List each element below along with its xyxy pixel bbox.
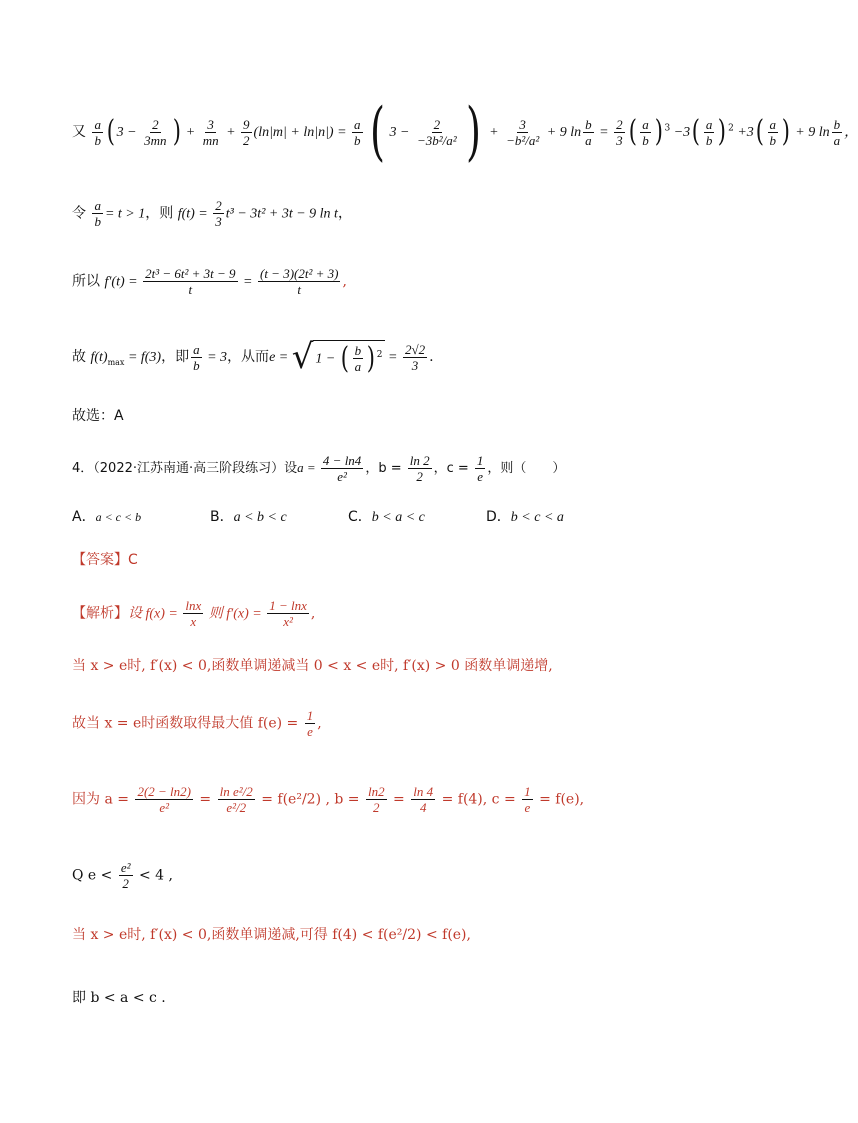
choose-a-line: 故选：A [72,408,124,424]
expression-line-3: 所以 f′(t) = $\frac{\text{2t³ − 6t² + 3t − 9}}{t}$ = $\frac{\text{(t − 3)(2t² + 3)}}{t}$ , [72,266,347,297]
option-d[interactable]: D．b < c < a [486,509,564,525]
analysis-line-4: 因为 a = $\frac{2(2 - \ln 2)}{\text{e²}}$ = $\frac{\text{ln e²/2}}{\text{e²/2}}$ = f(e²/2) , b = $\frac{\ln 2}{2}$ = $\frac{\ln 4}{4}$ = f(4), c = $\frac{1}{e}$ = f(e), [72,784,585,815]
answer-line [72,550,138,570]
option-a[interactable]: A．a < c < b [72,509,142,525]
option-b[interactable]: B．a < b < c [210,509,287,525]
answer-value: C [128,552,138,568]
prefix-you: 又 [72,124,86,140]
question-4: 4．（2022·江苏南通·高三阶段练习）设a = $\frac{4 - \ln 4}{\text{e²}}$ ，b = $\frac{\ln 2}{2}$ ，c = $\frac{1}{e}$ ，则（ ） [72,453,566,484]
option-c[interactable]: C．b < a < c [348,509,425,525]
expression-line-1: 又 $\frac{a}{b}$ ( 3 − $\frac{2}{3mn}$ ) + $\frac{3}{mn}$ + $\frac{9}{2}$ (ln|m| + ln|n|) = $\frac{a}{b}$ ( 3 − $\frac{2}{\text{−3b²/a²}}$ ) + $\frac{3}{\text{−b²/a²}}$ + 9 ln $\frac{b}{a}$ = $\frac{2}{3}$ ( $\frac{a}{b}$ ) $^3$ −3( $\frac{a}{b}$ ) $^2$ +3( $\frac{a}{b}$ ) + 9 ln $\frac{b}{a}$ ， [72,95,858,169]
expression-line-4: 故 $f(t)_{max} = f(3)$，即 $\frac{a}{b}$ = 3，从而e = √ 1 − ( $\frac{b}{a}$ ) $^2$ = $\frac{2√2}{3}$ . [72,337,434,377]
analysis-line-6: 当 x > e时, f′(x) < 0,函数单调递减,可得 f(4) < f(e²/2) < f(e), [72,927,471,943]
answer-label: 【答案】 [72,552,128,568]
analysis-line-1: 【解析】设 f(x) = $\frac{\ln x}{x}$ 则 f′(x) = $\frac{1 - \ln x}{\text{x²}}$ , [72,598,316,629]
analysis-line-2: 当 x > e时, f′(x) < 0,函数单调递减当 0 < x < e时, f′(x) > 0 函数单调递增, [72,658,553,674]
analysis-line-7: 即 b < a < c . [72,990,166,1006]
analysis-line-3: 故当 x = e时函数取得最大值 f(e) = $\frac{1}{e}$ , [72,708,322,739]
expression-line-2: 令 $\frac{a}{b}$ = t > 1，则 f(t) = $\frac{2}{3}$ t³ − 3t² + 3t − 9 ln t， [72,198,352,229]
analysis-line-5: Q e < $\frac{\text{e²}}{2}$ < 4 , [72,860,173,891]
frac-a-b: $\frac{a}{b}$ [94,116,101,148]
